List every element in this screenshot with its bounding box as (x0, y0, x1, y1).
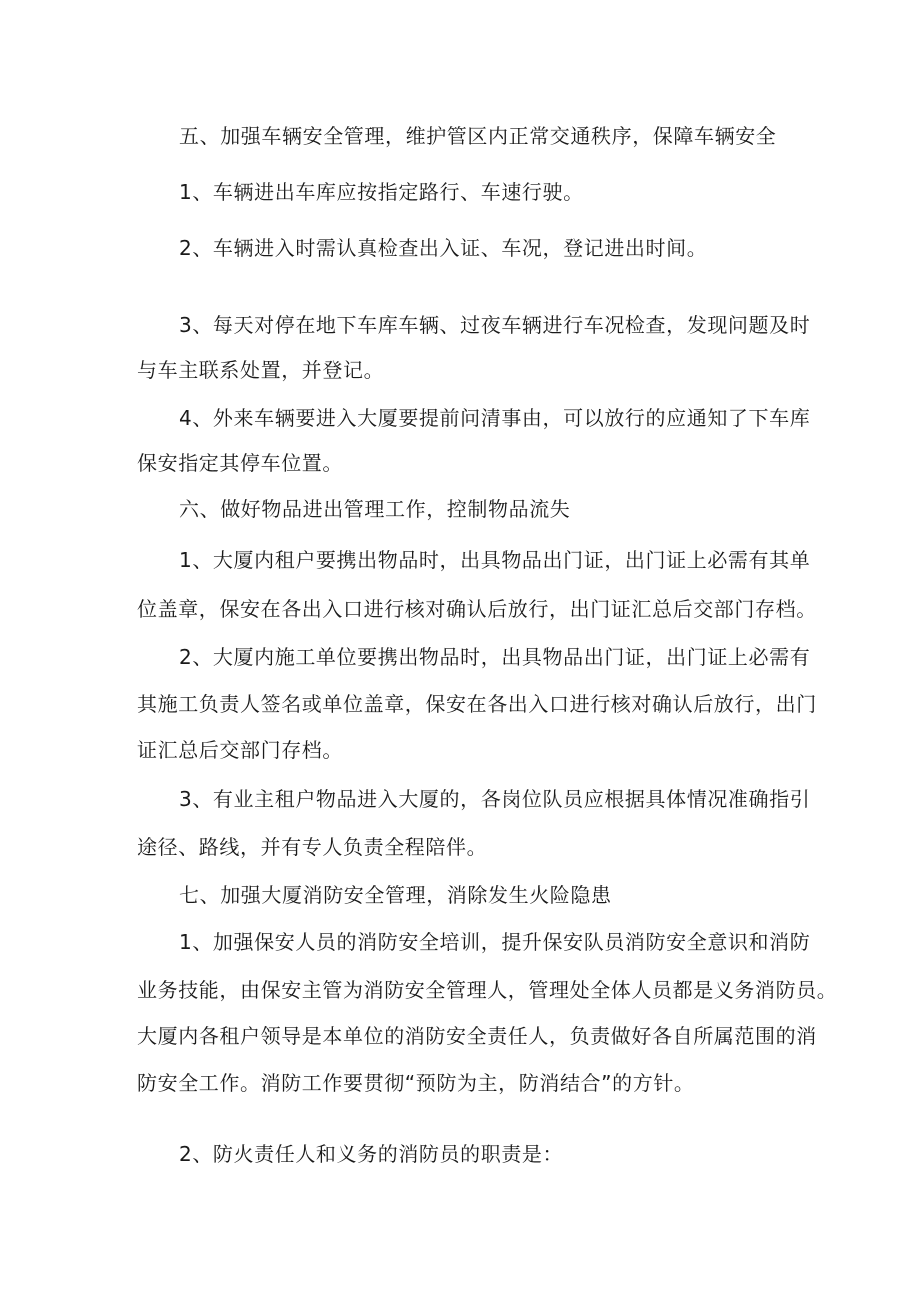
paragraph-line: 4、外来车辆要进入大厦要提前问清事由，可以放行的应通知了下车库 (179, 406, 811, 430)
paragraph-line: 1、加强保安人员的消防安全培训，提升保安队员消防安全意识和消防 (179, 930, 811, 954)
paragraph-line: 其施工负责人签名或单位盖章，保安在各出入口进行核对确认后放行，出门 (137, 692, 817, 716)
paragraph-line: 1、大厦内租户要携出物品时，出具物品出门证，出门证上必需有其单 (179, 548, 811, 572)
paragraph-line: 大厦内各租户领导是本单位的消防安全责任人，负责做好各自所属范围的消 (137, 1024, 817, 1048)
paragraph-line: 1、车辆进出车库应按指定路行、车速行驶。 (179, 180, 584, 204)
paragraph-line: 3、每天对停在地下车库车辆、过夜车辆进行车况检查，发现问题及时 (179, 313, 811, 337)
paragraph-line: 与车主联系处置，并登记。 (137, 358, 385, 382)
paragraph-line: 途径、路线，并有专人负责全程陪伴。 (137, 835, 488, 859)
paragraph-line: 保安指定其停车位置。 (137, 451, 343, 475)
paragraph-line: 2、大厦内施工单位要携出物品时，出具物品出门证，出门证上必需有 (179, 645, 811, 669)
paragraph-line: 业务技能，由保安主管为消防安全管理人，管理处全体人员都是义务消防员。 (137, 978, 838, 1002)
paragraph-line: 2、防火责任人和义务的消防员的职责是： (179, 1142, 564, 1166)
paragraph-line: 2、车辆进入时需认真检查出入证、车况，登记进出时间。 (179, 236, 708, 260)
paragraph-line: 防安全工作。消防工作要贯彻“预防为主，防消结合”的方针。 (137, 1071, 695, 1095)
paragraph-line: 3、有业主租户物品进入大厦的，各岗位队员应根据具体情况准确指引 (179, 787, 811, 811)
section-7-heading: 七、加强大厦消防安全管理，消除发生火险隐患 (179, 883, 612, 907)
paragraph-line: 证汇总后交部门存档。 (137, 738, 343, 762)
section-6-heading: 六、做好物品进出管理工作，控制物品流失 (179, 497, 571, 521)
section-5-heading: 五、加强车辆安全管理，维护管区内正常交通秩序，保障车辆安全 (179, 124, 777, 148)
paragraph-line: 位盖章，保安在各出入口进行核对确认后放行，出门证汇总后交部门存档。 (137, 597, 817, 621)
